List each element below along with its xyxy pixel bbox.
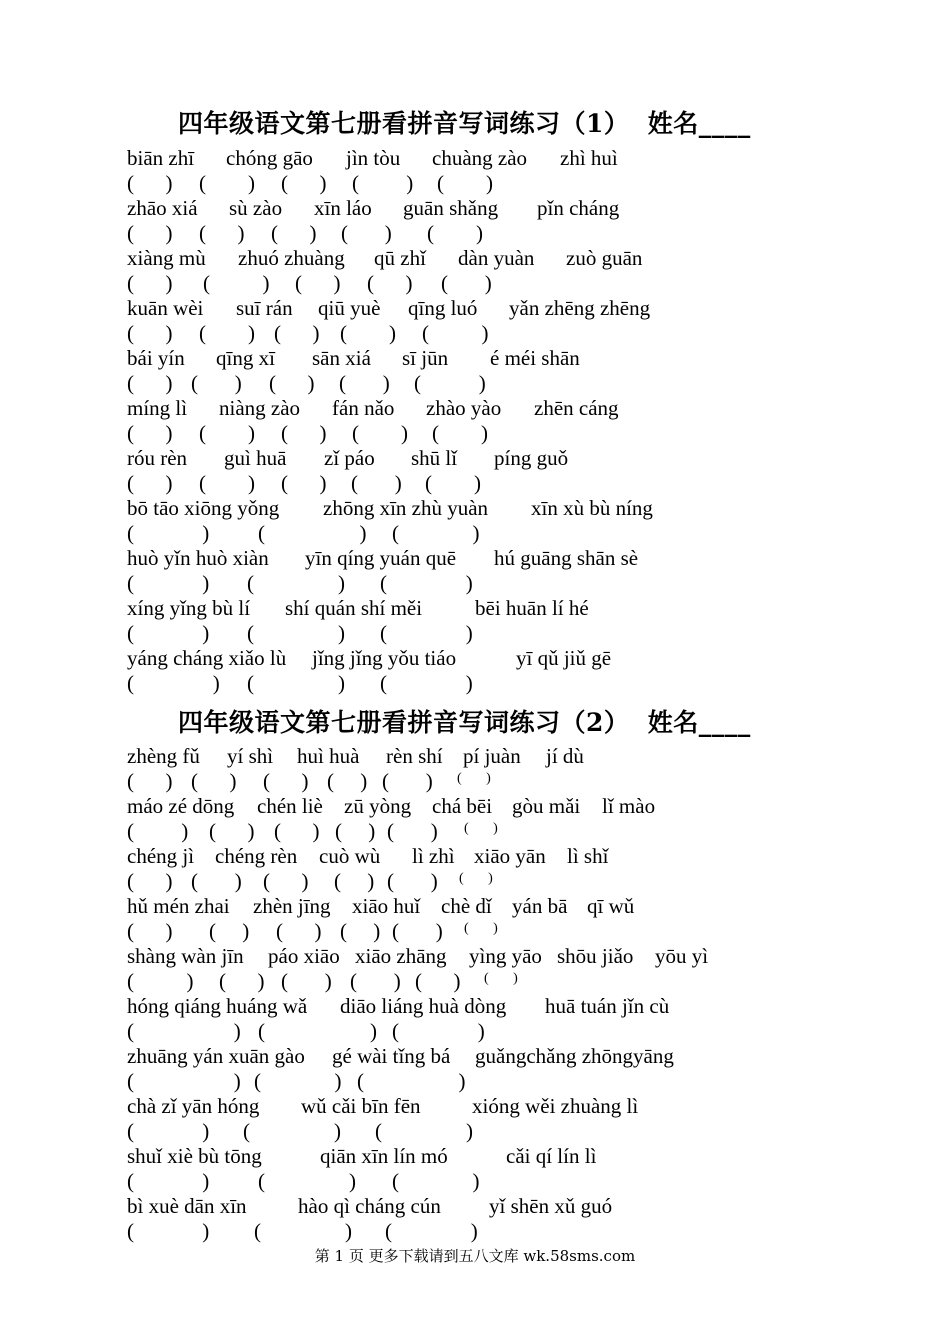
answer-blank[interactable]: ( ) [415, 969, 461, 993]
answer-blank[interactable]: ( ) [247, 571, 345, 595]
pinyin-word: bō tāo xiōng yǒng [127, 496, 280, 520]
answer-blank[interactable]: ( ) [191, 371, 242, 395]
answer-blank[interactable]: ( ) [425, 471, 481, 495]
pinyin-word: pǐn cháng [537, 196, 620, 220]
answer-blank[interactable]: ( ) [295, 271, 341, 295]
answer-blank[interactable]: ( ) [352, 171, 414, 195]
answer-blank[interactable]: ( ) [127, 1219, 210, 1243]
answer-blank[interactable]: ( ) [258, 521, 367, 545]
answer-blank[interactable]: ( ) [203, 271, 270, 295]
pinyin-word: míng lì [127, 396, 188, 420]
answer-blank[interactable]: ( ) [127, 1019, 241, 1043]
answer-blank[interactable]: ( ) [199, 321, 255, 345]
answer-blank[interactable]: ( ) [281, 471, 327, 495]
pinyin-word: gòu mǎi [512, 794, 581, 818]
answer-blank[interactable]: ( ) [127, 969, 194, 993]
pinyin-word: qīng luó [408, 296, 478, 320]
answer-blank[interactable]: ( ) [341, 221, 392, 245]
answer-blank[interactable]: ( ) [254, 1069, 342, 1093]
pinyin-word: guì huā [224, 446, 287, 470]
pinyin-word: cuò wù [319, 844, 381, 868]
answer-blank[interactable]: ( ) [243, 1119, 341, 1143]
answer-blank[interactable]: ( ) [351, 471, 402, 495]
answer-blank[interactable]: ( ) [382, 769, 433, 793]
pinyin-word: lǐ mào [602, 794, 656, 818]
pinyin-word: xióng wěi zhuàng lì [472, 1094, 639, 1118]
answer-blank[interactable]: ( ) [274, 321, 320, 345]
pinyin-word: zhuāng yán xuān gào [127, 1044, 305, 1068]
answer-blank[interactable]: ( ) [392, 1169, 480, 1193]
answer-blank[interactable]: ( ) [281, 171, 327, 195]
pinyin-word: zhì huì [560, 146, 618, 170]
answer-blank[interactable]: ( ) [127, 471, 173, 495]
answer-blank[interactable]: ( ) [247, 671, 345, 695]
pinyin-word: guān shǎng [403, 196, 499, 220]
answer-blank[interactable]: ( ) [127, 321, 173, 345]
answer-blank[interactable]: ( ) [127, 1069, 241, 1093]
answer-blank[interactable]: ( ) [387, 869, 438, 893]
pinyin-word: yí shì [227, 744, 274, 768]
pinyin-word: guǎngchǎng zhōngyāng [475, 1044, 674, 1068]
pinyin-word: suī rán [236, 296, 293, 320]
pinyin-word: huì huà [297, 744, 360, 768]
pinyin-word: yán bā [512, 894, 568, 918]
answer-blank[interactable]: ( ) [375, 1119, 473, 1143]
answer-blank[interactable]: ( ) [276, 919, 322, 943]
answer-blank[interactable]: ( ) [191, 869, 242, 893]
answer-blank[interactable]: ( ) [127, 221, 173, 245]
answer-blank[interactable]: ( ) [392, 919, 443, 943]
pinyin-word: yǐ shēn xǔ guó [489, 1194, 613, 1218]
pinyin-word: zhèn jīng [253, 894, 331, 918]
pinyin-word: dàn yuàn [458, 246, 535, 270]
answer-blank[interactable]: ( ) [335, 819, 376, 843]
answer-blank[interactable]: ( ) [414, 371, 486, 395]
answer-blank[interactable]: ( ) [380, 671, 473, 695]
pinyin-word: zū yòng [344, 794, 412, 818]
answer-blank[interactable]: ( ) [281, 969, 332, 993]
pinyin-word: páo xiāo [268, 944, 340, 968]
pinyin-word: wǔ cǎi bīn fēn [301, 1094, 421, 1118]
page-footer: 第 1 页 更多下载请到五八文库 wk.58sms.com [314, 1247, 636, 1265]
pinyin-word: yīn qíng yuán quē [305, 546, 457, 570]
pinyin-word: chéng jì [127, 844, 195, 868]
pinyin-word: shū lǐ [411, 446, 458, 470]
answer-blank[interactable]: ( ) [219, 969, 265, 993]
answer-blank[interactable]: ( ) [334, 869, 375, 893]
pinyin-word: pí juàn [463, 744, 521, 768]
answer-blank[interactable]: ( ) [127, 271, 173, 295]
answer-blank[interactable]: ( ) [127, 671, 220, 695]
pinyin-word: zhāo xiá [127, 196, 198, 220]
pinyin-word: xīn láo [314, 196, 372, 220]
pinyin-word: píng guǒ [494, 446, 569, 470]
answer-blank[interactable]: ( ) [258, 1019, 377, 1043]
answer-blank[interactable]: ( ) [127, 171, 173, 195]
answer-blank[interactable]: ( ) [127, 919, 173, 943]
answer-blank[interactable]: ( ) [367, 271, 413, 295]
answer-blank[interactable]: ( ) [380, 571, 473, 595]
pinyin-word: shuǐ xiè bù tōng [127, 1144, 262, 1168]
pinyin-word: huā tuán jǐn cù [545, 994, 670, 1018]
answer-blank[interactable]: ( ) [385, 1219, 478, 1243]
answer-blank[interactable]: ( ) [199, 421, 255, 445]
answer-blank[interactable]: ( ) [464, 921, 498, 936]
answer-blank[interactable]: ( ) [271, 221, 317, 245]
answer-blank[interactable]: ( ) [437, 171, 493, 195]
pinyin-word: yáng cháng xiǎo lù [127, 646, 287, 670]
answer-blank[interactable]: ( ) [191, 769, 237, 793]
pinyin-word: máo zé dōng [127, 794, 235, 818]
pinyin-word: xīn xù bù níng [531, 496, 653, 520]
pinyin-word: gé wài tǐng bá [332, 1044, 451, 1068]
answer-blank[interactable]: ( ) [350, 969, 401, 993]
pinyin-word: xiāo huǐ [352, 894, 421, 918]
answer-blank[interactable]: ( ) [209, 819, 255, 843]
answer-blank[interactable]: ( ) [127, 421, 173, 445]
pinyin-word: xiàng mù [127, 246, 206, 270]
answer-blank[interactable]: ( ) [387, 819, 438, 843]
pinyin-word: shōu jiǎo [557, 944, 634, 968]
answer-blank[interactable]: ( ) [127, 869, 173, 893]
pinyin-word: róu rèn [127, 446, 188, 470]
pinyin-word: zuò guān [566, 246, 643, 270]
pinyin-word: bái yín [127, 346, 185, 370]
answer-blank[interactable]: ( ) [127, 1119, 210, 1143]
answer-blank[interactable]: ( ) [352, 421, 408, 445]
pinyin-word: fán nǎo [332, 396, 395, 420]
answer-blank[interactable]: ( ) [432, 421, 488, 445]
answer-blank[interactable]: ( ) [127, 819, 189, 843]
answer-blank[interactable]: ( ) [254, 1219, 352, 1243]
pinyin-word: yī qǔ jiǔ gē [516, 646, 612, 670]
pinyin-word: xíng yǐng bù lí [127, 596, 251, 620]
answer-blank[interactable]: ( ) [340, 919, 381, 943]
answer-blank[interactable]: ( ) [209, 919, 250, 943]
pinyin-word: chá bēi [432, 794, 493, 818]
pinyin-word: xiāo zhāng [355, 944, 447, 968]
pinyin-word: yǎn zhēng zhēng [509, 296, 651, 320]
pinyin-word: shí quán shí měi [285, 596, 423, 620]
pinyin-word: qīng xī [216, 346, 275, 370]
pinyin-word: cǎi qí lín lì [506, 1144, 597, 1168]
pinyin-word: yìng yāo [469, 944, 542, 968]
pinyin-word: sī jūn [402, 346, 449, 370]
answer-blank[interactable]: ( ) [199, 221, 245, 245]
pinyin-word: hú guāng shān sè [494, 546, 639, 570]
answer-blank[interactable]: ( ) [392, 1019, 485, 1043]
pinyin-word: jìn tòu [346, 146, 401, 170]
answer-blank[interactable]: ( ) [247, 621, 345, 645]
answer-blank[interactable]: ( ) [127, 769, 173, 793]
pinyin-word: qiū yuè [318, 296, 381, 320]
pinyin-word: chà zǐ yān hóng [127, 1094, 260, 1118]
answer-blank[interactable]: ( ) [263, 869, 309, 893]
answer-blank[interactable]: ( ) [258, 1169, 356, 1193]
pinyin-word: shàng wàn jīn [127, 944, 244, 968]
pinyin-word: bēi huān lí hé [475, 596, 589, 620]
pinyin-word: chuàng zào [432, 146, 528, 170]
exercise1-title: 四年级语文第七册看拼音写词练习（1） 姓名____ [178, 109, 751, 138]
pinyin-word: sù zào [229, 196, 283, 220]
answer-blank[interactable]: ( ) [199, 171, 255, 195]
answer-blank[interactable]: ( ) [427, 221, 483, 245]
pinyin-word: zhēn cáng [534, 396, 619, 420]
answer-blank[interactable]: ( ) [422, 321, 489, 345]
answer-blank[interactable]: ( ) [127, 521, 210, 545]
answer-blank[interactable]: ( ) [269, 371, 315, 395]
pinyin-word: chè dǐ [441, 894, 492, 918]
answer-blank[interactable]: ( ) [464, 821, 498, 836]
answer-blank[interactable]: ( ) [127, 621, 210, 645]
pinyin-word: kuān wèi [127, 296, 204, 320]
answer-blank[interactable]: ( ) [127, 371, 173, 395]
answer-blank[interactable]: ( ) [327, 769, 368, 793]
pinyin-word: xiāo yān [474, 844, 546, 868]
answer-blank[interactable]: ( ) [127, 1169, 210, 1193]
answer-blank[interactable]: ( ) [339, 371, 390, 395]
answer-blank[interactable]: ( ) [340, 321, 396, 345]
pinyin-word: huò yǐn huò xiàn [127, 546, 269, 570]
pinyin-word: bì xuè dān xīn [127, 1194, 247, 1218]
pinyin-word: zhuó zhuàng [238, 246, 345, 270]
answer-blank[interactable]: ( ) [457, 771, 491, 786]
answer-blank[interactable]: ( ) [441, 271, 492, 295]
pinyin-word: yōu yì [655, 944, 709, 968]
pinyin-word: rèn shí [386, 744, 443, 768]
answer-blank[interactable]: ( ) [199, 471, 255, 495]
answer-blank[interactable]: ( ) [459, 871, 493, 886]
pinyin-word: zhèng fǔ [127, 744, 200, 768]
pinyin-word: jǐng jǐng yǒu tiáo [312, 646, 457, 670]
pinyin-word: biān zhī [127, 146, 195, 170]
answer-blank[interactable]: ( ) [357, 1069, 466, 1093]
pinyin-word: diāo liáng huà dòng [340, 994, 507, 1018]
pinyin-word: qī wǔ [587, 894, 635, 918]
exercise2-title: 四年级语文第七册看拼音写词练习（2） 姓名____ [178, 708, 751, 737]
pinyin-word: lì shǐ [567, 844, 609, 868]
answer-blank[interactable]: ( ) [281, 421, 327, 445]
pinyin-word: sān xiá [312, 346, 371, 370]
answer-blank[interactable]: ( ) [127, 571, 210, 595]
pinyin-word: zhōng xīn zhù yuàn [323, 496, 489, 520]
pinyin-word: chén liè [257, 794, 323, 818]
answer-blank[interactable]: ( ) [392, 521, 480, 545]
answer-blank[interactable]: ( ) [484, 971, 518, 986]
pinyin-word: hóng qiáng huáng wǎ [127, 994, 308, 1018]
pinyin-word: zǐ páo [324, 446, 375, 470]
answer-blank[interactable]: ( ) [274, 819, 320, 843]
pinyin-word: qiān xīn lín mó [320, 1144, 448, 1168]
pinyin-word: chóng gāo [226, 146, 313, 170]
pinyin-word: zhào yào [426, 396, 502, 420]
pinyin-word: hǔ mén zhai [127, 894, 230, 918]
answer-blank[interactable]: ( ) [263, 769, 309, 793]
pinyin-word: qū zhǐ [374, 246, 426, 270]
answer-blank[interactable]: ( ) [380, 621, 473, 645]
pinyin-word: hào qì cháng cún [298, 1194, 441, 1218]
pinyin-word: lì zhì [412, 844, 455, 868]
pinyin-word: é méi shān [490, 346, 580, 370]
pinyin-word: jí dù [546, 744, 584, 768]
pinyin-word: niàng zào [219, 396, 301, 420]
pinyin-word: chéng rèn [215, 844, 298, 868]
